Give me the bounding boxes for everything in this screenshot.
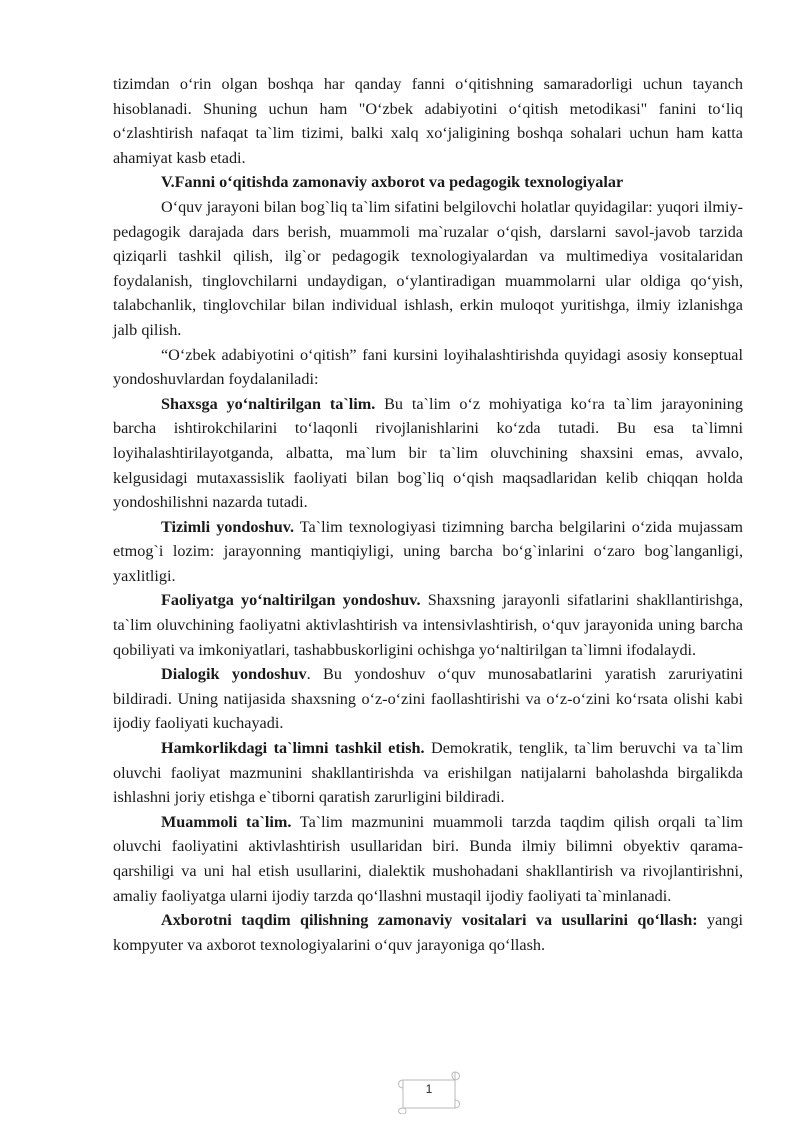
section-heading-text: V.Fanni o‘qitishda zamonaviy axborot va pedagogik texnologiyalar [161,173,624,192]
paragraph-text: Bu ta`lim o‘z mohiyatiga ko‘ra ta`lim jarayonining barcha ishtirokchilarini to‘laqonli rivojlanishlarini ko‘zda tutadi. Bu esa ta`limni loyihalashtirilayotganda, albatta, ma`lum bir ta`lim oluvchining shaxsini emas, avvalo, kelgusidagi mutaxassislik faoliyati bilan bog`liq o‘qish maqsadlaridan kelib chiqqan holda yondoshilishni nazarda tutadi. [113,394,743,512]
paragraph-text: Ta`lim mazmunini muammoli tarzda taqdim qilish orqali ta`lim oluvchi faoliyatini aktivlashtirish usullaridan biri. Bunda ilmiy bilimni obyektiv qarama-qarshiligi va uni hal etish usullarini, dialektik mushohadani shakllantirish va rivojlantirishni, amaliy faoliyatga ularni ijodiy tarzda qo‘llashni mustaqil ijodiy faoliyati ta`minlanadi. [113,812,743,905]
term-label: Axborotni taqdim qilishning zamonaviy vositalari va usullarini qo‘llash: [161,911,698,930]
term-label: Hamkorlikdagi ta`limni tashkil etish. [161,739,425,758]
paragraph-quality-factors [113,195,743,343]
term-label: Faoliyatga yo‘naltirilgan yondoshuv. [161,591,421,610]
paragraph-text: O‘quv jarayoni bilan bog`liq ta`lim sifatini belgilovchi holatlar quyidagilar: yuqori ilmiy-pedagogik darajada dars berish, muammoli ma`ruzalar o‘qish, darslarni savol-javob tarzida qiziqarli tashkil qilish, ilg`or pedagogik texnologiyalardan va multimediya vositalaridan foydalanish, tinglovchilarni undaydigan, o‘ylantiradigan muammolarni ular oldiga qo‘yish, talabchanlik, tinglovchilar bilan individual ishlash, erkin muloqot yuritishga, ilmiy izlanishga jalb qilish. [113,197,743,339]
paragraph-activity-oriented [113,588,743,662]
paragraph-modern-tools [113,908,743,957]
paragraph-text: “O‘zbek adabiyotini o‘qitish” fani kursini loyihalashtirishda quyidagi asosiy konseptual yondoshuvlardan foydalaniladi: [113,345,743,389]
paragraph-intro-continuation [113,72,743,170]
paragraph-text: yangi kompyuter va axborot texnologiyalarini o‘quv jarayoniga qo‘llash. [113,911,743,954]
paragraph-systemic [113,515,743,589]
paragraph-cooperative [113,736,743,810]
paragraph-person-oriented [113,392,743,515]
paragraph-dialogic [113,662,743,736]
paragraph-text: . Bu yondoshuv o‘quv munosabatlarini yaratish zaruriyatini bildiradi. Uning natijasida shaxsning o‘z-o‘zini faollashtirishi va o‘z-o‘zini ko‘rsata olishi kabi ijodiy faoliyati kuchayadi. [113,665,743,733]
term-label: Tizimli yondoshuv. [161,517,295,536]
term-label: Muammoli ta`lim. [161,812,292,831]
document-body [113,72,743,957]
page-footer [393,1068,465,1114]
term-label: Dialogik yondoshuv [161,665,307,684]
paragraph-text: Ta`lim texnologiyasi tizimning barcha belgilarini o‘zida mujassam etmog`i lozim: jarayonning mantiqiyligi, uning barcha bo‘g`inlarini o‘zaro bog`langanligi, yaxlitligi. [113,517,743,585]
paragraph-problem-based [113,810,743,908]
paragraph-text: tizimdan o‘rin olgan boshqa har qanday fanni o‘qitishning samaradorligi uchun tayanch hisoblanadi. Shuning uchun ham "O‘zbek adabiyotini o‘qitish metodikasi" fanini to‘liq o‘zlashtirish nafaqat ta`lim tizimi, balki xalq xo‘jaligining boshqa sohalari uchun ham katta ahamiyat kasb etadi. [113,75,743,167]
paragraph-text: Demokratik, tenglik, ta`lim beruvchi va ta`lim oluvchi faoliyat mazmunini shakllantirishda va erishilgan natijalarni baholashda birgalikda ishlashni joriy etishga e`tiborni qaratish zarurligini bildiradi. [113,739,743,807]
paragraph-text: Shaxsning jarayonli sifatlarini shakllantirishga, ta`lim oluvchining faoliyatni aktivlashtirish va intensivlashtirish, o‘quv jarayonida uning barcha qobiliyati va imkoniyatlari, tashabbuskorligini ochishga yo‘naltirilgan ta`limni ifodalaydi. [113,591,743,659]
term-label: Shaxsga yo‘naltirilgan ta`lim. [161,394,376,413]
page-number: 1 [425,1082,433,1096]
paragraph-approaches-intro [113,343,743,392]
section-heading [113,170,743,195]
